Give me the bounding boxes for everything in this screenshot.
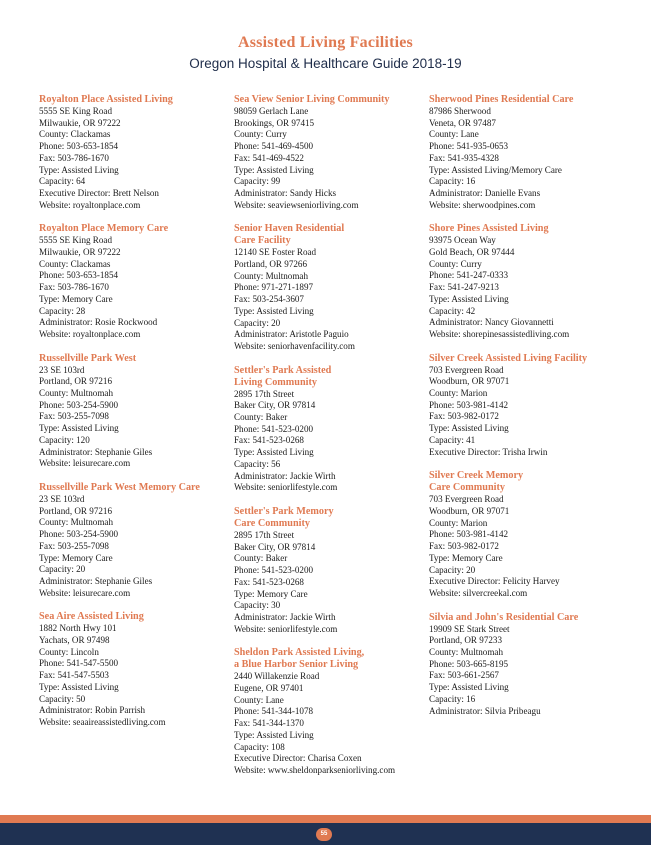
facility-detail: 98059 Gerlach Lane xyxy=(234,106,309,116)
facility-detail: Phone: 503-653-1854 xyxy=(39,141,119,152)
facility-detail: Portland, OR 97216 xyxy=(39,505,113,516)
facility-name-line: Care Facility xyxy=(234,235,291,247)
facility-detail: Capacity: 120 xyxy=(39,434,90,445)
facility-detail: Fax: 541-547-5503 xyxy=(39,670,109,681)
facility-detail: Type: Assisted Living xyxy=(234,729,314,740)
facility-detail: 12140 SE Foster Road xyxy=(234,247,317,258)
facility-detail: Capacity: 16 xyxy=(429,693,476,704)
facility-detail: 87986 Sherwood xyxy=(429,106,491,116)
facility-detail: County: Clackamas xyxy=(39,258,111,269)
facility-name xyxy=(234,647,424,671)
facility-detail: Administrator: Stephanie Giles xyxy=(39,575,153,586)
facility-name-line: Silver Creek Assisted Living Facility xyxy=(429,352,588,364)
facility-name-line: Senior Haven Residential xyxy=(234,223,345,235)
page-header xyxy=(0,34,651,71)
facility-detail: Portland, OR 97266 xyxy=(234,259,308,270)
page-subtitle: Oregon Hospital & Healthcare Guide 2018-19 xyxy=(189,56,462,71)
facility-name xyxy=(234,94,424,106)
facility-detail: Fax: 503-786-1670 xyxy=(39,152,109,163)
facility-detail: 23 SE 103rd xyxy=(39,493,85,504)
page-title: Assisted Living Facilities xyxy=(238,34,413,51)
facility-detail: Brookings, OR 97415 xyxy=(234,117,315,128)
facility-detail: Administrator: Robin Parrish xyxy=(39,705,146,716)
facility-detail: Capacity: 20 xyxy=(234,317,281,328)
facility-detail: Capacity: 16 xyxy=(429,176,476,187)
facility-detail: Executive Director: Brett Nelson xyxy=(39,187,159,198)
facility-detail: Administrator: Jackie Wirth xyxy=(234,611,336,622)
facility-detail: Fax: 541-523-0268 xyxy=(234,435,304,446)
facility-detail: Woodburn, OR 97071 xyxy=(429,376,510,387)
facility-website: Website: www.sheldonparkseniorliving.com xyxy=(234,764,396,775)
facility-detail: County: Multnomah xyxy=(39,517,114,528)
facility-detail: Type: Assisted Living xyxy=(234,305,314,316)
facility-website: Website: silvercreekal.com xyxy=(429,587,528,598)
facility-website: Website: seniorhavenfacility.com xyxy=(234,340,355,351)
facility-detail: Fax: 503-786-1670 xyxy=(39,282,109,293)
facility-detail: Phone: 541-344-1078 xyxy=(234,706,314,717)
facility-detail: Capacity: 28 xyxy=(39,305,86,316)
facility-website: Website: seaviewseniorliving.com xyxy=(234,199,359,210)
facility-detail: 703 Evergreen Road xyxy=(429,494,504,505)
facility-detail: Capacity: 41 xyxy=(429,434,476,445)
facility-detail: Portland, OR 97216 xyxy=(39,376,113,387)
facility-name-line: Care Community xyxy=(429,482,505,494)
facility-detail: Capacity: 30 xyxy=(234,600,281,611)
facility-detail: County: Marion xyxy=(429,388,488,399)
facility-name-line: a Blue Harbor Senior Living xyxy=(234,659,359,671)
facility-detail: Baker City, OR 97814 xyxy=(234,541,316,552)
facility-detail: Type: Assisted Living xyxy=(39,423,119,434)
facility-detail: Fax: 503-661-2567 xyxy=(429,670,499,681)
facility-detail: County: Curry xyxy=(429,258,482,269)
facility-name xyxy=(234,365,424,389)
facility-website: Website: leisurecare.com xyxy=(39,587,131,598)
facility-detail: Type: Assisted Living xyxy=(429,293,509,304)
facility-detail: Fax: 541-935-4328 xyxy=(429,152,499,163)
facility-name-line: Sea Aire Assisted Living xyxy=(39,611,144,623)
facility-detail: Administrator: Rosie Rockwood xyxy=(39,317,158,328)
facility-detail: County: Baker xyxy=(234,553,288,564)
facility-name-line: Russellville Park West Memory Care xyxy=(39,481,200,493)
facility-detail: County: Lane xyxy=(234,694,284,705)
facility-name-line: Silvia and John's Residential Care xyxy=(429,611,579,623)
facility-website: Website: seniorlifestyle.com xyxy=(234,623,338,634)
facility-name xyxy=(234,506,424,530)
facility-detail: Administrator: Jackie Wirth xyxy=(234,470,336,481)
facility-name-line: Sherwood Pines Residential Care xyxy=(429,94,574,105)
facility-detail: Phone: 503-653-1854 xyxy=(39,270,119,281)
facility-detail: Phone: 541-935-0653 xyxy=(429,141,509,152)
facility-detail: Type: Memory Care xyxy=(429,552,503,563)
column-1 xyxy=(39,94,229,741)
facility-detail: Fax: 503-255-7098 xyxy=(39,411,109,422)
facility-detail: Administrator: Aristotle Paguio xyxy=(234,329,349,340)
facility-listing xyxy=(429,470,619,599)
facility-detail: Gold Beach, OR 97444 xyxy=(429,247,515,258)
facility-detail: Type: Memory Care xyxy=(39,552,113,563)
facility-listing xyxy=(39,223,229,340)
facility-detail: 5555 SE King Road xyxy=(39,235,113,246)
facility-detail: Fax: 503-982-0172 xyxy=(429,541,499,552)
facility-detail: Veneta, OR 97487 xyxy=(429,117,496,128)
facility-name-line: Royalton Place Memory Care xyxy=(39,223,169,235)
facility-name xyxy=(429,223,619,235)
facility-listing xyxy=(429,223,619,340)
facility-detail: Phone: 503-665-8195 xyxy=(429,658,509,669)
facility-name xyxy=(39,223,229,235)
facility-listing xyxy=(39,611,229,728)
facility-detail: Phone: 503-254-5900 xyxy=(39,399,119,410)
facility-detail: Executive Director: Trisha Irwin xyxy=(429,446,548,457)
facility-detail: Phone: 541-469-4500 xyxy=(234,141,314,152)
facility-detail: Fax: 503-254-3607 xyxy=(234,294,304,305)
facility-website: Website: seaaireassistedliving.com xyxy=(39,716,166,727)
facility-detail: Type: Assisted Living/Memory Care xyxy=(429,164,562,175)
facility-name-line: Living Community xyxy=(234,376,317,388)
facility-name xyxy=(39,482,229,494)
facility-detail: County: Multnomah xyxy=(429,647,504,658)
facility-detail: 2895 17th Street xyxy=(234,529,295,540)
facility-name-line: Russellville Park West xyxy=(39,352,137,364)
facility-listing xyxy=(234,506,424,635)
facility-detail: County: Marion xyxy=(429,517,488,528)
facility-website: Website: shorepinesassistedliving.com xyxy=(429,328,570,339)
facility-detail: Type: Assisted Living xyxy=(39,164,119,175)
facility-name xyxy=(429,94,619,106)
facility-detail: Type: Assisted Living xyxy=(234,447,314,458)
facility-detail: Milwaukie, OR 97222 xyxy=(39,247,121,258)
facility-detail: Phone: 541-523-0200 xyxy=(234,423,314,434)
facility-detail: Phone: 541-523-0200 xyxy=(234,565,314,576)
facility-detail: Capacity: 20 xyxy=(39,564,86,575)
facility-website: Website: seniorlifestyle.com xyxy=(234,482,338,493)
page-number: 55 xyxy=(316,828,332,841)
facility-detail: Type: Assisted Living xyxy=(39,681,119,692)
facility-detail: Administrator: Silvia Pribeagu xyxy=(429,705,541,716)
facility-name-line: Settler's Park Assisted xyxy=(234,364,332,376)
facility-detail: Fax: 541-523-0268 xyxy=(234,576,304,587)
facility-detail: Administrator: Nancy Giovannetti xyxy=(429,317,554,328)
facility-name xyxy=(429,353,619,365)
facility-detail: Capacity: 20 xyxy=(429,564,476,575)
facility-listing xyxy=(39,482,229,599)
facility-detail: 5555 SE King Road xyxy=(39,106,113,116)
facility-name xyxy=(429,612,619,624)
facility-detail: Type: Assisted Living xyxy=(234,164,314,175)
facility-name xyxy=(39,353,229,365)
facility-detail: Administrator: Sandy Hicks xyxy=(234,187,337,198)
facility-detail: Phone: 503-254-5900 xyxy=(39,529,119,540)
facility-detail: Phone: 503-981-4142 xyxy=(429,529,509,540)
facility-detail: Fax: 503-255-7098 xyxy=(39,540,109,551)
facility-detail: Baker City, OR 97814 xyxy=(234,400,316,411)
facility-detail: Capacity: 99 xyxy=(234,176,281,187)
facility-detail: 93975 Ocean Way xyxy=(429,235,496,246)
facility-detail: 19909 SE Stark Street xyxy=(429,623,510,634)
facility-detail: 703 Evergreen Road xyxy=(429,364,504,375)
facility-website: Website: royaltonplace.com xyxy=(39,328,141,339)
facility-detail: Executive Director: Felicity Harvey xyxy=(429,576,560,587)
facility-detail: Fax: 541-247-9213 xyxy=(429,282,499,293)
facility-detail: Fax: 541-469-4522 xyxy=(234,152,304,163)
facility-detail: Capacity: 50 xyxy=(39,693,86,704)
facility-detail: Capacity: 42 xyxy=(429,305,476,316)
facility-listing xyxy=(429,94,619,211)
facility-listing xyxy=(429,612,619,718)
facility-detail: Phone: 541-247-0333 xyxy=(429,270,509,281)
facility-name xyxy=(39,611,229,623)
facility-detail: Phone: 541-547-5500 xyxy=(39,658,119,669)
facility-website: Website: royaltonplace.com xyxy=(39,199,141,210)
facility-name-line: Care Community xyxy=(234,517,310,529)
facility-detail: Phone: 971-271-1897 xyxy=(234,282,314,293)
facility-detail: Capacity: 56 xyxy=(234,458,281,469)
facility-website: Website: leisurecare.com xyxy=(39,458,131,469)
facility-detail: Capacity: 64 xyxy=(39,176,86,187)
facility-detail: County: Curry xyxy=(234,129,287,140)
facility-detail: Capacity: 108 xyxy=(234,741,285,752)
footer-accent-bar xyxy=(0,815,651,823)
facility-listing xyxy=(39,94,229,211)
facility-detail: 1882 North Hwy 101 xyxy=(39,623,117,634)
facility-detail: Eugene, OR 97401 xyxy=(234,683,304,694)
facility-website: Website: sherwoodpines.com xyxy=(429,199,536,210)
facility-detail: 2440 Willakenzie Road xyxy=(234,671,320,682)
facility-detail: Woodburn, OR 97071 xyxy=(429,505,510,516)
facility-detail: Fax: 541-344-1370 xyxy=(234,718,304,729)
facility-detail: Administrator: Stephanie Giles xyxy=(39,446,153,457)
facility-detail: Portland, OR 97233 xyxy=(429,635,503,646)
facility-detail: 23 SE 103rd xyxy=(39,364,85,375)
facility-detail: County: Multnomah xyxy=(39,388,114,399)
facility-listing xyxy=(234,94,424,211)
facility-name-line: Silver Creek Memory xyxy=(429,470,524,482)
facility-detail: County: Lane xyxy=(429,129,479,140)
facility-detail: Type: Assisted Living xyxy=(429,423,509,434)
facility-detail: Type: Memory Care xyxy=(39,293,113,304)
facility-detail: Yachats, OR 97498 xyxy=(39,635,110,646)
facility-name-line: Shore Pines Assisted Living xyxy=(429,223,549,235)
facility-detail: Type: Assisted Living xyxy=(429,682,509,693)
facility-detail: Type: Memory Care xyxy=(234,588,308,599)
facility-detail: Administrator: Danielle Evans xyxy=(429,187,541,198)
facility-listing xyxy=(39,353,229,470)
column-3 xyxy=(429,94,619,729)
facility-name-line: Settler's Park Memory xyxy=(234,505,334,517)
facility-detail: 2895 17th Street xyxy=(234,388,295,399)
facility-name-line: Sheldon Park Assisted Living, xyxy=(234,647,365,659)
facility-listing xyxy=(234,223,424,352)
facility-detail: County: Clackamas xyxy=(39,129,111,140)
facility-detail: Milwaukie, OR 97222 xyxy=(39,117,121,128)
facility-name-line: Royalton Place Assisted Living xyxy=(39,94,173,105)
column-2 xyxy=(234,94,424,789)
facility-detail: County: Baker xyxy=(234,412,288,423)
facility-name xyxy=(429,470,619,494)
facility-listing xyxy=(234,647,424,776)
facility-detail: Phone: 503-981-4142 xyxy=(429,399,509,410)
facility-name xyxy=(234,223,424,247)
facility-listing xyxy=(429,353,619,459)
facility-name-line: Sea View Senior Living Community xyxy=(234,94,390,105)
facility-name xyxy=(39,94,229,106)
facility-listing xyxy=(234,365,424,494)
facility-detail: County: Lincoln xyxy=(39,646,99,657)
facility-detail: Executive Director: Charisa Coxen xyxy=(234,753,362,764)
facility-detail: Fax: 503-982-0172 xyxy=(429,411,499,422)
facility-detail: County: Multnomah xyxy=(234,270,309,281)
